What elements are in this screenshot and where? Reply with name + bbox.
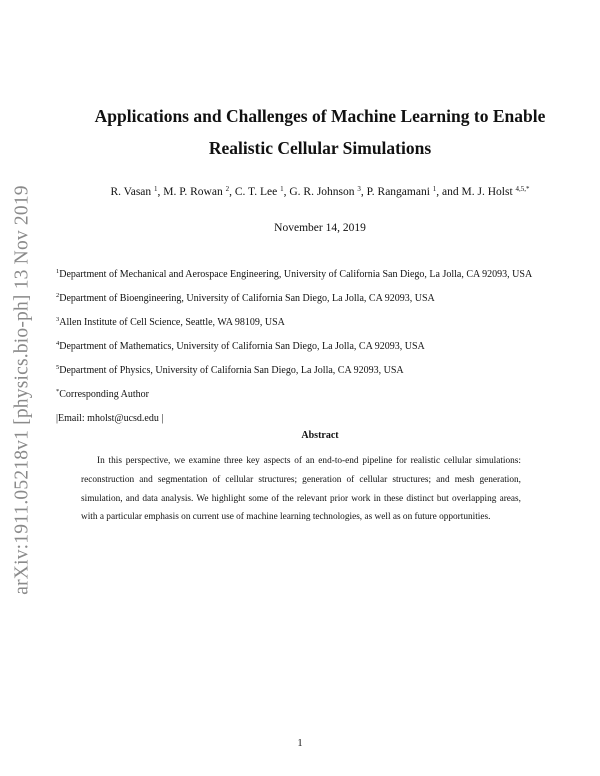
affiliation-mark: 3 [56,316,60,323]
affiliation-text: |Email: mholst@ucsd.edu | [56,413,164,424]
paper-date: November 14, 2019 [274,222,366,234]
author-name: R. Vasan [110,186,155,198]
affiliation [56,407,556,429]
affiliation [56,359,556,381]
affiliation [56,287,556,309]
author-list [40,181,600,200]
page-number: 1 [297,738,303,749]
affiliation-text: Allen Institute of Cell Science, Seattle, WA 98109, USA [59,317,285,328]
author-affiliation-mark: 1 [432,185,437,193]
author-affiliation-mark: 1 [154,185,158,193]
title-line-1: Applications and Challenges of Machine Learning to Enable [94,106,546,126]
author-affiliation-mark: 2 [225,185,230,193]
affiliation-text: Department of Mathematics, University of California San Diego, La Jolla, CA 92093, USA [59,341,425,352]
paper-title [40,100,600,164]
author [235,186,290,198]
affiliation-list [56,263,556,431]
affiliation-mark: * [56,388,60,395]
arxiv-stamp [8,180,38,600]
author-name: C. T. Lee [234,186,281,198]
author [462,186,530,198]
author-name: M. P. Rowan [163,186,226,198]
affiliation-text: Corresponding Author [59,389,149,400]
author [163,186,235,198]
abstract-text: In this perspective, we examine three key aspects of an end-to-end pipeline for realistic cellular simulations: reconstruction and segmentation of cellular structures; generation of cellular structures; and mesh generation, simulation, and data analysis. We highlight some of the relevant prior work in these distinct but overlapping areas, with a particular emphasis on current use of machine learning technologies, as well as on future opportunities. [81,456,521,523]
author-affiliation-mark: 4,5,* [515,185,530,193]
author-name: M. J. Holst [461,186,516,198]
author [110,186,163,198]
author-separator: , [283,186,290,198]
arxiv-stamp-text: arXiv:1911.05218v1 [physics.bio-ph] 13 Nov 2019 [12,185,34,595]
affiliation [56,263,556,285]
author-separator: , and [436,186,462,198]
affiliation-text: Department of Mechanical and Aerospace Engineering, University of California San Diego, La Jolla, CA 92093, USA [59,269,533,280]
author-separator: , [360,186,367,198]
author [289,186,366,198]
author-affiliation-mark: 3 [357,185,361,193]
abstract-heading: Abstract [301,430,339,441]
affiliation-mark: 5 [56,364,60,371]
affiliation [56,311,556,333]
author-name: G. R. Johnson [289,186,358,198]
affiliation-mark: 2 [56,292,60,299]
title-line-2: Realistic Cellular Simulations [208,138,432,158]
author-affiliation-mark: 1 [280,185,284,193]
affiliation [56,383,556,405]
affiliation-mark: 4 [56,340,60,347]
affiliation [56,335,556,357]
author-separator: , [229,186,235,198]
author-name: P. Rangamani [366,186,433,198]
affiliation-mark: 1 [56,268,60,275]
affiliation-text: Department of Bioengineering, University of California San Diego, La Jolla, CA 92093, USA [59,293,435,304]
affiliation-text: Department of Physics, University of California San Diego, La Jolla, CA 92093, USA [59,365,404,376]
author-separator: , [157,186,164,198]
author [367,186,462,198]
